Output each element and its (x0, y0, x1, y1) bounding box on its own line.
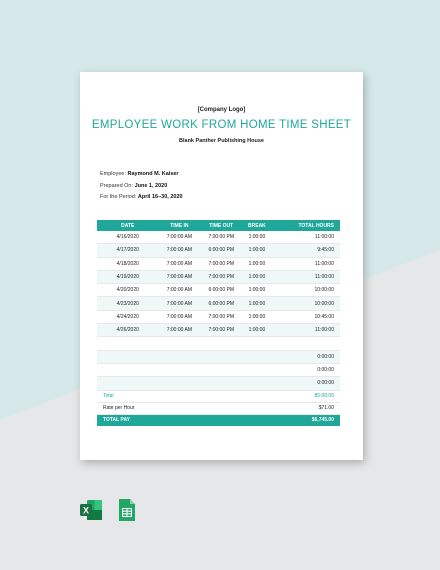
cell-date: 4/17/2020 (97, 244, 159, 257)
cell-time-out (200, 350, 242, 363)
header-time-in: TIME IN (159, 220, 201, 231)
prepared-label: Prepared On: (100, 182, 134, 189)
cell-date (97, 363, 159, 376)
cell-total-hours (272, 337, 340, 350)
cell-time-in: 7:00:00 AM (159, 324, 201, 337)
cell-time-in (159, 377, 201, 390)
cell-total-hours: 0:00:00 (272, 377, 340, 390)
table-row (97, 231, 340, 244)
company-name: Blank Panther Publishing House (179, 138, 264, 144)
rate-row (97, 402, 340, 414)
employee-label: Employee: (100, 171, 126, 177)
cell-date: 4/19/2020 (97, 270, 159, 283)
employee-line (100, 169, 183, 181)
employee-name: Raymond M. Kaiser (127, 171, 179, 177)
rate-label: Rate per Hour (97, 402, 159, 414)
cell-total-hours: 11:00:00 (272, 324, 340, 337)
table-header-row (97, 220, 340, 231)
cell-time-out: 7:00:00 PM (200, 324, 242, 337)
employee-info (100, 169, 183, 204)
total-value: 85:00:00 (272, 390, 340, 402)
cell-time-in: 7:00:00 AM (159, 297, 201, 310)
cell-time-in: 7:00:00 AM (159, 231, 201, 244)
cell-break (242, 350, 271, 363)
cell-time-in: 7:00:00 AM (159, 257, 201, 270)
period-value: April 16–30, 2020 (137, 194, 183, 200)
cell-break (242, 337, 271, 350)
cell-break: 1:00:00 (242, 297, 271, 310)
table-row (97, 350, 340, 363)
total-pay-value: $6,745.00 (272, 414, 340, 426)
total-row (97, 390, 340, 402)
cell-total-hours: 0:00:00 (272, 363, 340, 376)
cell-total-hours: 11:00:00 (272, 270, 340, 283)
cell-date (97, 337, 159, 350)
cell-time-in: 7:00:00 AM (159, 310, 201, 323)
period-label: For the Period: (100, 194, 137, 200)
cell-date: 4/16/2020 (97, 231, 159, 244)
cell-time-out: 6:00:00 PM (200, 244, 242, 257)
document-title: EMPLOYEE WORK FROM HOME TIME SHEET (91, 119, 352, 131)
table-row (97, 270, 340, 283)
period-line (100, 192, 183, 204)
cell-time-out (200, 337, 242, 350)
cell-date: 4/23/2020 (97, 297, 159, 310)
cell-time-out: 6:00:00 PM (200, 284, 242, 297)
header-total-hours: TOTAL HOURS (272, 220, 340, 231)
cell-total-hours: 9:45:00 (272, 244, 340, 257)
cell-time-in (159, 337, 201, 350)
cell-date: 4/26/2020 (97, 324, 159, 337)
cell-break: 1:00:00 (242, 310, 271, 323)
table-row (97, 244, 340, 257)
cell-time-out (200, 363, 242, 376)
cell-break: 1:00:00 (242, 257, 271, 270)
table-row (97, 257, 340, 270)
timesheet-table (97, 220, 340, 426)
excel-icon[interactable] (78, 497, 104, 523)
cell-time-in: 7:00:00 AM (159, 244, 201, 257)
cell-total-hours: 11:00:00 (272, 257, 340, 270)
cell-total-hours: 10:00:00 (272, 297, 340, 310)
cell-time-in: 7:00:00 AM (159, 284, 201, 297)
cell-total-hours: 10:45:00 (272, 310, 340, 323)
cell-time-in (159, 363, 201, 376)
cell-break: 1:00:00 (242, 231, 271, 244)
cell-break: 1:00:00 (242, 270, 271, 283)
cell-time-out (200, 377, 242, 390)
header-break: BREAK (242, 220, 271, 231)
cell-time-out: 7:00:00 PM (200, 270, 242, 283)
cell-time-in: 7:00:00 AM (159, 270, 201, 283)
header-time-out: TIME OUT (200, 220, 242, 231)
cell-date (97, 377, 159, 390)
table-row (97, 297, 340, 310)
cell-time-in (159, 350, 201, 363)
google-sheets-icon[interactable] (114, 497, 140, 523)
table-row (97, 284, 340, 297)
svg-text:X: X (82, 505, 90, 516)
timesheet-document (80, 72, 363, 460)
table-row (97, 310, 340, 323)
cell-time-out: 7:00:00 PM (200, 231, 242, 244)
header-date: DATE (97, 220, 159, 231)
table-row (97, 324, 340, 337)
cell-break: 1:00:00 (242, 284, 271, 297)
cell-date: 4/18/2020 (97, 257, 159, 270)
table-row (97, 363, 340, 376)
cell-break: 1:00:00 (242, 324, 271, 337)
cell-date: 4/20/2020 (97, 284, 159, 297)
cell-break (242, 377, 271, 390)
prepared-date: June 1, 2020 (134, 182, 168, 189)
prepared-line (100, 181, 183, 193)
cell-total-hours: 10:00:00 (272, 284, 340, 297)
cell-total-hours: 11:00:00 (272, 231, 340, 244)
total-pay-label: TOTAL PAY (97, 414, 159, 426)
rate-value: $71.00 (272, 402, 340, 414)
cell-total-hours: 0:00:00 (272, 350, 340, 363)
total-pay-row (97, 414, 340, 426)
table-row (97, 377, 340, 390)
cell-time-out: 7:00:00 PM (200, 257, 242, 270)
total-label: Total (97, 390, 159, 402)
table-row (97, 337, 340, 350)
cell-time-out: 7:00:00 PM (200, 310, 242, 323)
company-logo-placeholder: [Company Logo] (197, 107, 246, 113)
cell-break: 1:00:00 (242, 244, 271, 257)
cell-date: 4/24/2020 (97, 310, 159, 323)
cell-time-out: 6:00:00 PM (200, 297, 242, 310)
cell-date (97, 350, 159, 363)
cell-break (242, 363, 271, 376)
